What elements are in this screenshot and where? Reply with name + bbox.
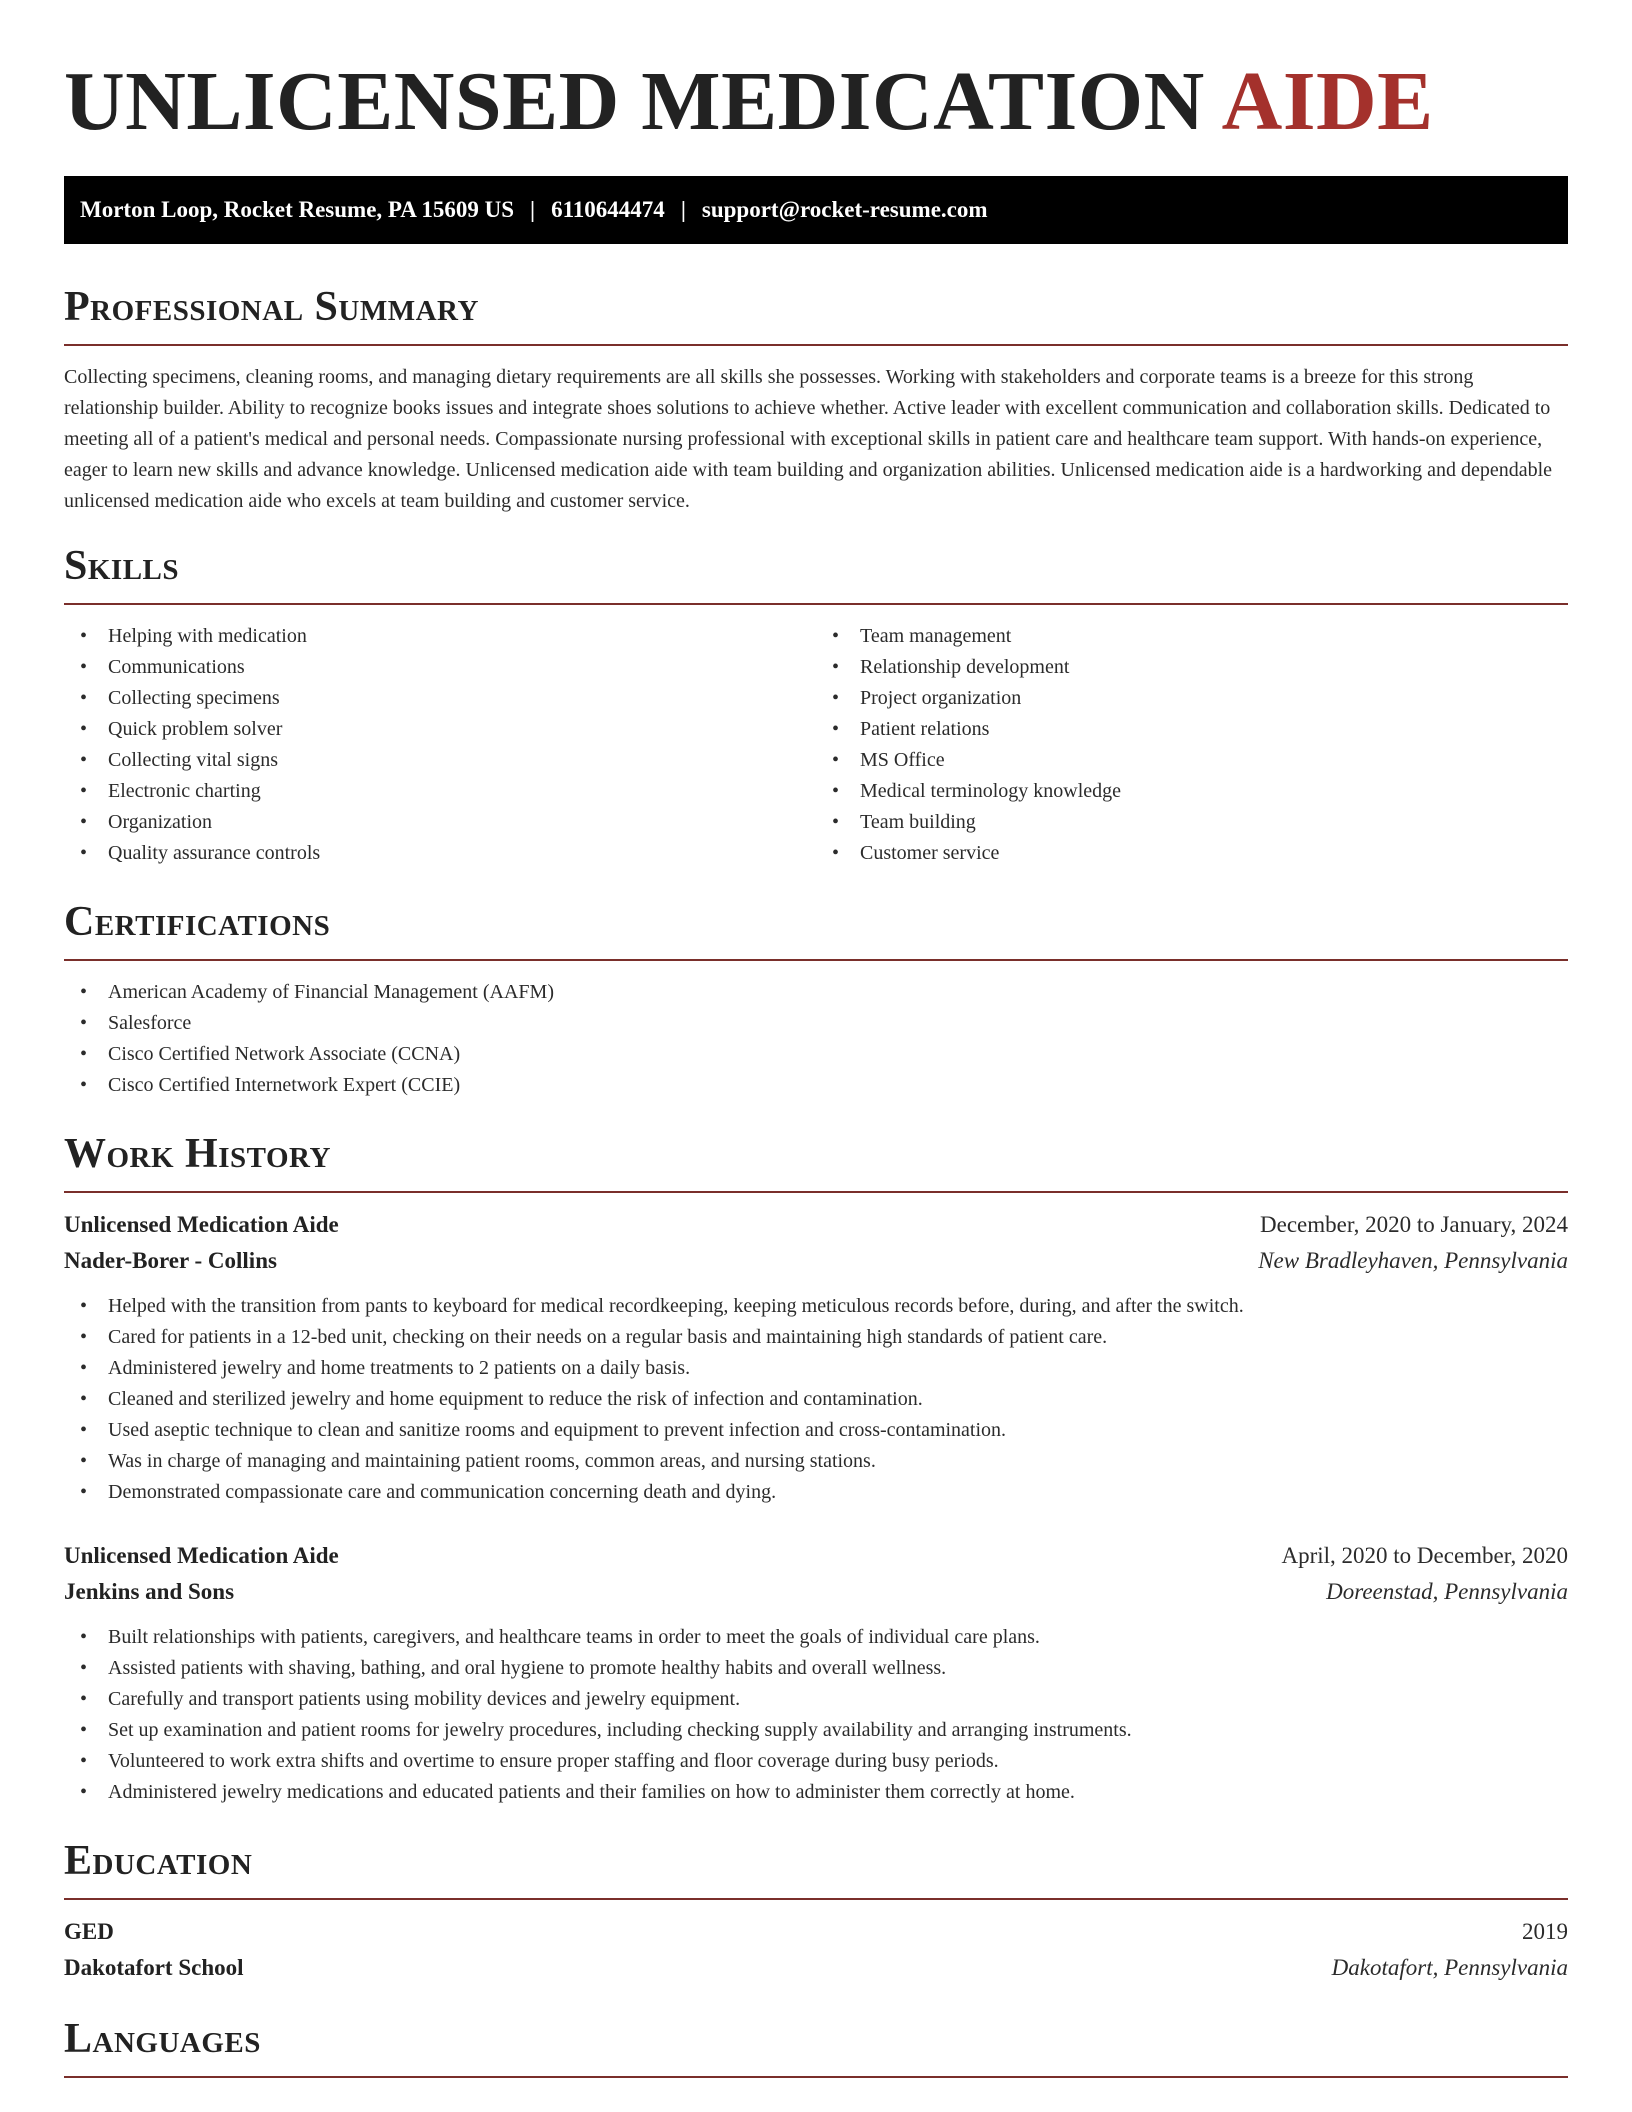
job-duty: • Demonstrated compassionate care and communication concerning death and dying.	[64, 1477, 1568, 1508]
certification-item: • Cisco Certified Internetwork Expert (CCIE)	[64, 1070, 1568, 1101]
education-header-row	[64, 1914, 1568, 1950]
work-history-section	[64, 1131, 1568, 1808]
job-duty: • Set up examination and patient rooms for jewelry procedures, including checking supply availability and arranging instruments.	[64, 1715, 1568, 1746]
education-school: Dakotafort School	[64, 1955, 244, 1980]
job-dates: December, 2020 to January, 2024	[1260, 1212, 1568, 1237]
languages-section	[64, 2016, 1568, 2078]
job-duty: • Built relationships with patients, caregivers, and healthcare teams in order to meet the goals of individual care plans.	[64, 1622, 1568, 1653]
title-accent: AIDE	[1221, 55, 1434, 148]
languages-heading: Languages	[64, 2016, 261, 2062]
certifications-section	[64, 899, 1568, 1101]
job-duties-list	[64, 1622, 1568, 1808]
contact-separator: |	[680, 197, 686, 222]
summary-section	[64, 284, 1568, 517]
section-divider	[64, 959, 1568, 961]
skills-list-left	[64, 621, 816, 869]
job-duties-list	[64, 1291, 1568, 1508]
skill-item: • Helping with medication	[64, 621, 816, 652]
education-location: Dakotafort, Pennsylvania	[1331, 1955, 1568, 1980]
resume-title	[64, 52, 1568, 152]
section-divider	[64, 344, 1568, 346]
skill-item: • Quality assurance controls	[64, 838, 816, 869]
job-company-row	[64, 1574, 1568, 1610]
skill-item: • Organization	[64, 807, 816, 838]
job-company-row	[64, 1243, 1568, 1279]
skill-item: • Relationship development	[816, 652, 1568, 683]
contact-address: Morton Loop, Rocket Resume, PA 15609 US	[80, 197, 514, 222]
job-duty: • Administered jewelry and home treatments to 2 patients on a daily basis.	[64, 1353, 1568, 1384]
job-duty: • Assisted patients with shaving, bathing, and oral hygiene to promote healthy habits and overall wellness.	[64, 1653, 1568, 1684]
skill-item: • Team building	[816, 807, 1568, 838]
summary-text: Collecting specimens, cleaning rooms, and managing dietary requirements are all skills she possesses. Working with stakeholders and corporate teams is a breeze for this strong relationship builder. Ability to recognize books issues and integrate shoes solutions to achieve whether. Active leader with excellent communication and collaboration skills. Dedicated to meeting all of a patient's medical and personal needs. Compassionate nursing professional with exceptional skills in patient care and healthcare team support. With hands-on experience, eager to learn new skills and advance knowledge. Unlicensed medication aide with team building and organization abilities. Unlicensed medication aide is a hardworking and dependable unlicensed medication aide who excels at team building and customer service.	[64, 366, 1553, 512]
certification-item: • American Academy of Financial Management (AAFM)	[64, 977, 1568, 1008]
education-section	[64, 1838, 1568, 1986]
certification-item: • Cisco Certified Network Associate (CCNA)	[64, 1039, 1568, 1070]
contact-separator: |	[530, 197, 536, 222]
skill-item: • Collecting vital signs	[64, 745, 816, 776]
section-divider	[64, 1898, 1568, 1900]
skill-item: • Quick problem solver	[64, 714, 816, 745]
job-duty: • Cared for patients in a 12-bed unit, checking on their needs on a regular basis and maintaining high standards of patient care.	[64, 1322, 1568, 1353]
skill-item: • Communications	[64, 652, 816, 683]
job-header-row	[64, 1207, 1568, 1243]
contact-email[interactable]: support@rocket-resume.com	[701, 197, 988, 222]
section-divider	[64, 603, 1568, 605]
skill-item: • Team management	[816, 621, 1568, 652]
job-header-row	[64, 1538, 1568, 1574]
title-main: UNLICENSED MEDICATION	[64, 55, 1205, 148]
skills-column-left	[64, 621, 816, 869]
skills-section	[64, 543, 1568, 869]
skill-item: • Patient relations	[816, 714, 1568, 745]
certifications-heading: Certifications	[64, 899, 331, 945]
job-duty: • Cleaned and sterilized jewelry and home equipment to reduce the risk of infection and contamination.	[64, 1384, 1568, 1415]
contact-bar	[64, 176, 1568, 244]
skills-list-right	[816, 621, 1568, 869]
skill-item: • MS Office	[816, 745, 1568, 776]
job-company: Jenkins and Sons	[64, 1579, 235, 1604]
job-title: Unlicensed Medication Aide	[64, 1543, 339, 1568]
job-entry	[64, 1207, 1568, 1508]
education-year: 2019	[1522, 1919, 1568, 1944]
skills-heading: Skills	[64, 543, 180, 589]
section-divider	[64, 2076, 1568, 2078]
certification-item: • Salesforce	[64, 1008, 1568, 1039]
job-company: Nader-Borer - Collins	[64, 1248, 277, 1273]
skill-item: • Project organization	[816, 683, 1568, 714]
section-divider	[64, 1191, 1568, 1193]
job-dates: April, 2020 to December, 2020	[1281, 1543, 1568, 1568]
job-duty: • Carefully and transport patients using mobility devices and jewelry equipment.	[64, 1684, 1568, 1715]
skill-item: • Medical terminology knowledge	[816, 776, 1568, 807]
job-location: New Bradleyhaven, Pennsylvania	[1258, 1248, 1568, 1273]
job-duty: • Was in charge of managing and maintaining patient rooms, common areas, and nursing stations.	[64, 1446, 1568, 1477]
job-duty: • Helped with the transition from pants to keyboard for medical recordkeeping, keeping meticulous records before, during, and after the switch.	[64, 1291, 1568, 1322]
job-title: Unlicensed Medication Aide	[64, 1212, 339, 1237]
skill-item: • Electronic charting	[64, 776, 816, 807]
contact-phone[interactable]: 6110644474	[551, 197, 665, 222]
skills-column-right	[816, 621, 1568, 869]
job-duty: • Volunteered to work extra shifts and overtime to ensure proper staffing and floor coverage during busy periods.	[64, 1746, 1568, 1777]
job-location: Doreenstad, Pennsylvania	[1326, 1579, 1568, 1604]
job-entry	[64, 1538, 1568, 1808]
education-school-row	[64, 1950, 1568, 1986]
skill-item: • Collecting specimens	[64, 683, 816, 714]
certifications-list	[64, 977, 1568, 1101]
job-duty: • Administered jewelry medications and educated patients and their families on how to administer them correctly at home.	[64, 1777, 1568, 1808]
education-entry	[64, 1914, 1568, 1986]
education-heading: Education	[64, 1838, 253, 1884]
work-history-heading: Work History	[64, 1131, 331, 1177]
summary-heading: Professional Summary	[64, 284, 479, 330]
job-duty: • Used aseptic technique to clean and sanitize rooms and equipment to prevent infection and cross-contamination.	[64, 1415, 1568, 1446]
skill-item: • Customer service	[816, 838, 1568, 869]
skills-grid	[64, 621, 1568, 869]
education-degree: GED	[64, 1919, 114, 1944]
